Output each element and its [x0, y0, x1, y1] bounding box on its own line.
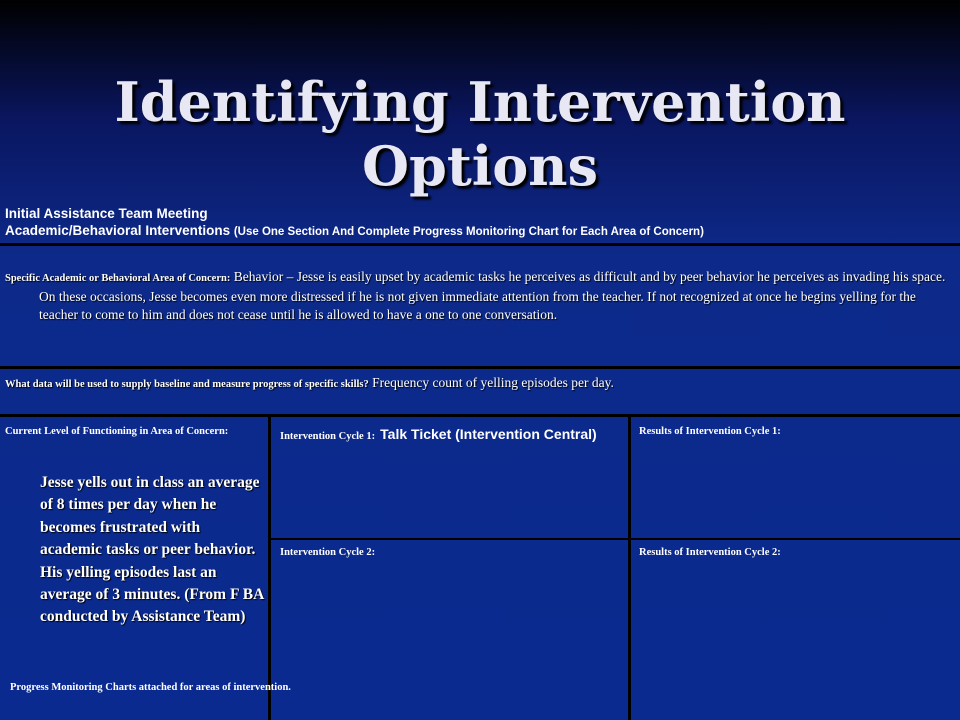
current-level-label: Current Level of Functioning in Area of Concern:: [5, 426, 229, 437]
cycle1-results-label: Results of Intervention Cycle 1:: [639, 426, 781, 437]
concern-label: Specific Academic or Behavioral Area of Concern:: [5, 273, 231, 284]
slide-title: Identifying Intervention Options: [114, 70, 846, 198]
divider-line: [628, 416, 631, 720]
header-subtitle-note: (Use One Section And Complete Progress Monitoring Chart for Each Area of Concern): [233, 226, 704, 238]
cycle2-label: Intervention Cycle 2:: [280, 547, 376, 558]
header-title: Initial Assistance Team Meeting: [5, 206, 208, 221]
concern-text: Behavior – Jesse is easily upset by academic tasks he perceives as difficult and by peer behavior he perceives as invading his space. On these occasions, Jesse becomes even more distressed if he is not given immediate attention from the teacher. If not recognized at once he begins yelling for the teacher to come to him and does not cease until he is allowed to have a one to one conversation.: [39, 269, 946, 322]
divider-line: [268, 416, 271, 720]
divider-line: [0, 414, 960, 417]
cycle1-label: Intervention Cycle 1:: [280, 431, 376, 442]
divider-line: [270, 538, 960, 540]
header-subtitle-main: Academic/Behavioral Interventions: [5, 223, 231, 238]
header-cell: [5, 205, 955, 241]
data-question-answer: Frequency count of yelling episodes per day.: [372, 375, 614, 390]
data-question-cell: [5, 374, 955, 394]
concern-cell: [5, 268, 949, 324]
cycle2-results-label: Results of Intervention Cycle 2:: [639, 547, 781, 558]
cycle1-cell: [280, 424, 659, 447]
current-level-text: Jesse yells out in class an average of 8 times per day when he becomes frustrated with academic tasks or peer behavior. His yelling episodes last an average of 3 minutes. (From F BA conducted by Assistance Team): [40, 474, 264, 626]
cycle1-value: Talk Ticket (Intervention Central): [380, 426, 597, 442]
header-subtitle: [5, 222, 955, 241]
footer-note: Progress Monitoring Charts attached for areas of intervention.: [10, 682, 291, 693]
divider-line: [0, 243, 960, 246]
data-question-label: What data will be used to supply baseline and measure progress of specific skills?: [5, 379, 369, 390]
divider-line: [0, 366, 960, 369]
